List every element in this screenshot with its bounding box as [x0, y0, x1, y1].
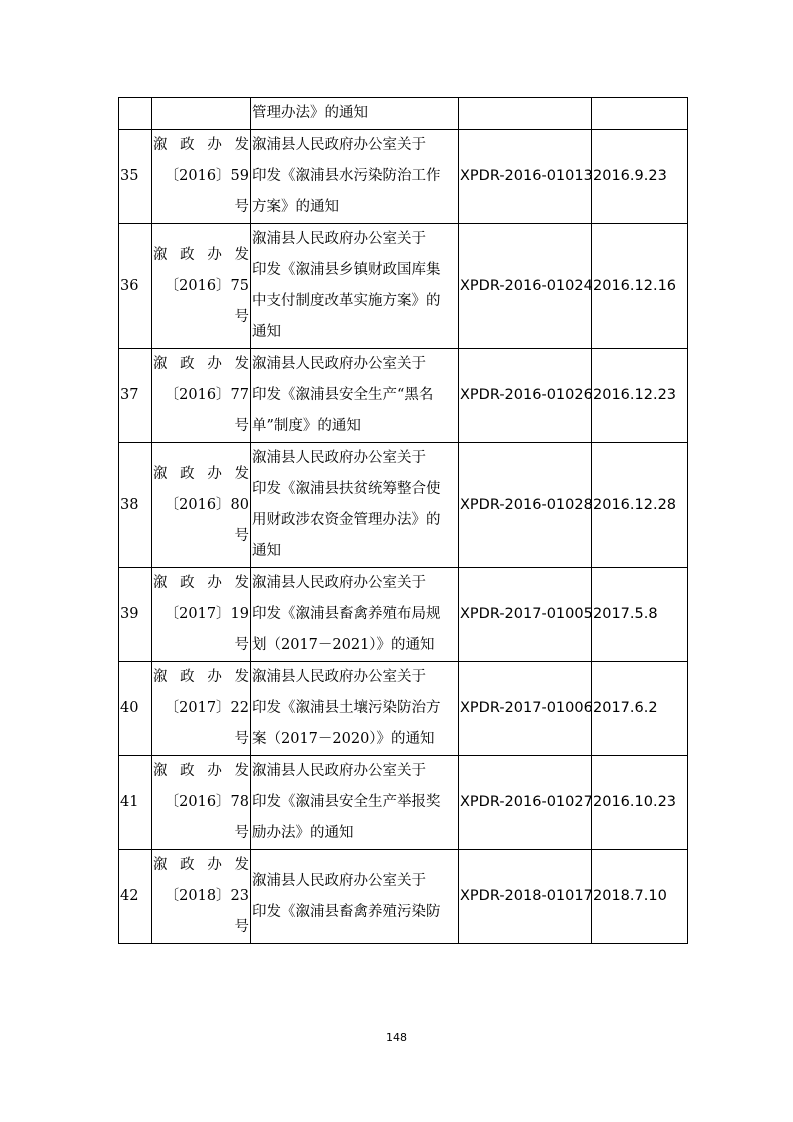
doc-number-prefix	[153, 240, 249, 271]
doc-prefix-char: 溆	[153, 246, 168, 263]
doc-number-suffix: 〔2017〕22 号	[164, 700, 249, 747]
doc-prefix-char: 溆	[153, 356, 168, 372]
table-row	[119, 568, 688, 662]
doc-prefix-char: 政	[180, 575, 195, 591]
cell-doc-number	[152, 130, 251, 224]
cell-doc-number	[152, 568, 251, 662]
title-line: 印发《溆浦县乡镇财政国库集	[252, 262, 441, 278]
doc-prefix-char: 发	[234, 669, 249, 685]
table-body	[119, 98, 688, 944]
title-line: 印发《溆浦县畜禽养殖污染防	[252, 903, 441, 920]
doc-number-suffix: 〔2016〕78 号	[164, 794, 249, 841]
title-line: 通知	[252, 324, 281, 340]
cell-doc-number	[152, 98, 251, 130]
doc-prefix-char: 发	[234, 857, 249, 873]
document-table	[118, 97, 688, 944]
doc-prefix-char: 发	[234, 356, 249, 372]
title-line: 印发《溆浦县畜禽养殖布局规	[252, 606, 441, 622]
doc-prefix-char: 发	[234, 137, 249, 153]
cell-date: 2017.6.2	[592, 662, 688, 756]
title-line: 溆浦县人民政府办公室关于	[252, 231, 426, 247]
doc-prefix-char: 发	[234, 246, 249, 263]
doc-prefix-char: 溆	[153, 575, 168, 591]
doc-prefix-char: 政	[180, 465, 195, 482]
cell-code: XPDR-2018-01017	[459, 850, 592, 944]
doc-number-prefix	[153, 349, 249, 380]
cell-code: XPDR-2016-01013	[459, 130, 592, 224]
cell-title	[251, 756, 459, 850]
doc-prefix-char: 办	[207, 575, 222, 591]
doc-prefix-char: 溆	[153, 857, 168, 873]
title-line: 通知	[252, 543, 281, 559]
cell-code: XPDR-2016-01027	[459, 756, 592, 850]
doc-prefix-char: 政	[180, 763, 195, 779]
doc-number-prefix	[153, 568, 249, 599]
cell-title	[251, 568, 459, 662]
cell-code: XPDR-2016-01026	[459, 349, 592, 443]
table-row	[119, 662, 688, 756]
doc-number-prefix	[153, 130, 249, 161]
title-line: 印发《溆浦县土壤污染防治方	[252, 700, 441, 716]
cell-number: 41	[119, 756, 152, 850]
title-line: 单”制度》的通知	[252, 418, 361, 434]
cell-number: 42	[119, 850, 152, 944]
doc-prefix-char: 溆	[153, 763, 168, 779]
doc-prefix-char: 政	[180, 246, 195, 263]
doc-prefix-char: 办	[207, 763, 222, 779]
table-row	[119, 349, 688, 443]
cell-doc-number	[152, 443, 251, 568]
cell-title	[251, 662, 459, 756]
table-row	[119, 224, 688, 349]
table-row-continuation	[119, 98, 688, 130]
cell-date: 2016.12.23	[592, 349, 688, 443]
cell-code	[459, 98, 592, 130]
doc-prefix-char: 办	[207, 137, 222, 153]
cell-date: 2016.12.28	[592, 443, 688, 568]
table-row	[119, 756, 688, 850]
title-line: 溆浦县人民政府办公室关于	[252, 872, 426, 889]
doc-prefix-char: 溆	[153, 137, 168, 153]
title-line: 中支付制度改革实施方案》的	[252, 293, 441, 309]
doc-prefix-char: 溆	[153, 669, 168, 685]
doc-prefix-char: 办	[207, 669, 222, 685]
doc-number-suffix: 〔2016〕80 号	[164, 496, 249, 544]
doc-number-suffix: 〔2016〕75 号	[164, 277, 249, 325]
doc-prefix-char: 政	[180, 137, 195, 153]
doc-number-suffix: 〔2017〕19 号	[164, 606, 249, 653]
title-line: 用财政涉农资金管理办法》的	[252, 512, 441, 528]
cell-code: XPDR-2016-01024	[459, 224, 592, 349]
table-row	[119, 443, 688, 568]
cell-number: 37	[119, 349, 152, 443]
doc-number-prefix	[153, 459, 249, 490]
title-line: 划（2017－2021）》的通知	[252, 637, 435, 653]
doc-number-suffix: 〔2016〕77 号	[164, 387, 249, 434]
cell-number	[119, 98, 152, 130]
cell-doc-number	[152, 349, 251, 443]
cell-date: 2016.12.16	[592, 224, 688, 349]
cell-number: 35	[119, 130, 152, 224]
title-line: 方案》的通知	[252, 199, 339, 215]
table-row	[119, 850, 688, 944]
cell-date: 2016.10.23	[592, 756, 688, 850]
title-line: 励办法》的通知	[252, 825, 354, 841]
doc-number-suffix: 〔2016〕59 号	[164, 168, 249, 215]
doc-prefix-char: 办	[207, 465, 222, 482]
doc-prefix-char: 办	[207, 246, 222, 263]
cell-number: 40	[119, 662, 152, 756]
title-line: 印发《溆浦县安全生产“黑名	[252, 387, 434, 403]
title-line: 溆浦县人民政府办公室关于	[252, 137, 426, 153]
doc-number-prefix	[153, 662, 249, 693]
title-line: 溆浦县人民政府办公室关于	[252, 450, 426, 466]
doc-prefix-char: 办	[207, 857, 222, 873]
cell-date: 2018.7.10	[592, 850, 688, 944]
title-line: 溆浦县人民政府办公室关于	[252, 575, 426, 591]
title-line: 印发《溆浦县安全生产举报奖	[252, 794, 441, 810]
cell-doc-number	[152, 850, 251, 944]
cell-title	[251, 349, 459, 443]
cell-code: XPDR-2017-01006	[459, 662, 592, 756]
doc-prefix-char: 发	[234, 465, 249, 482]
doc-prefix-char: 政	[180, 857, 195, 873]
cell-number: 39	[119, 568, 152, 662]
doc-prefix-char: 办	[207, 356, 222, 372]
doc-number-suffix: 〔2018〕23 号	[164, 888, 249, 935]
cell-title	[251, 224, 459, 349]
title-line: 溆浦县人民政府办公室关于	[252, 356, 426, 372]
cell-code: XPDR-2017-01005	[459, 568, 592, 662]
cell-title	[251, 443, 459, 568]
title-line: 印发《溆浦县水污染防治工作	[252, 168, 441, 184]
title-line: 案（2017－2020）》的通知	[252, 731, 435, 747]
title-line: 溆浦县人民政府办公室关于	[252, 763, 426, 779]
cell-number: 36	[119, 224, 152, 349]
cell-doc-number	[152, 756, 251, 850]
cell-number: 38	[119, 443, 152, 568]
cell-title	[251, 850, 459, 944]
title-line: 管理办法》的通知	[252, 105, 368, 121]
title-line: 印发《溆浦县扶贫统筹整合使	[252, 481, 441, 497]
doc-prefix-char: 发	[234, 763, 249, 779]
cell-date: 2017.5.8	[592, 568, 688, 662]
doc-number-prefix	[153, 850, 249, 881]
cell-date: 2016.9.23	[592, 130, 688, 224]
table-row	[119, 130, 688, 224]
cell-code: XPDR-2016-01028	[459, 443, 592, 568]
doc-prefix-char: 发	[234, 575, 249, 591]
page-number: 148	[386, 1031, 407, 1044]
cell-date	[592, 98, 688, 130]
cell-title	[251, 98, 459, 130]
doc-prefix-char: 政	[180, 669, 195, 685]
cell-doc-number	[152, 662, 251, 756]
cell-title	[251, 130, 459, 224]
doc-prefix-char: 政	[180, 356, 195, 372]
cell-doc-number	[152, 224, 251, 349]
doc-prefix-char: 溆	[153, 465, 168, 482]
title-line: 溆浦县人民政府办公室关于	[252, 669, 426, 685]
doc-number-prefix	[153, 756, 249, 787]
